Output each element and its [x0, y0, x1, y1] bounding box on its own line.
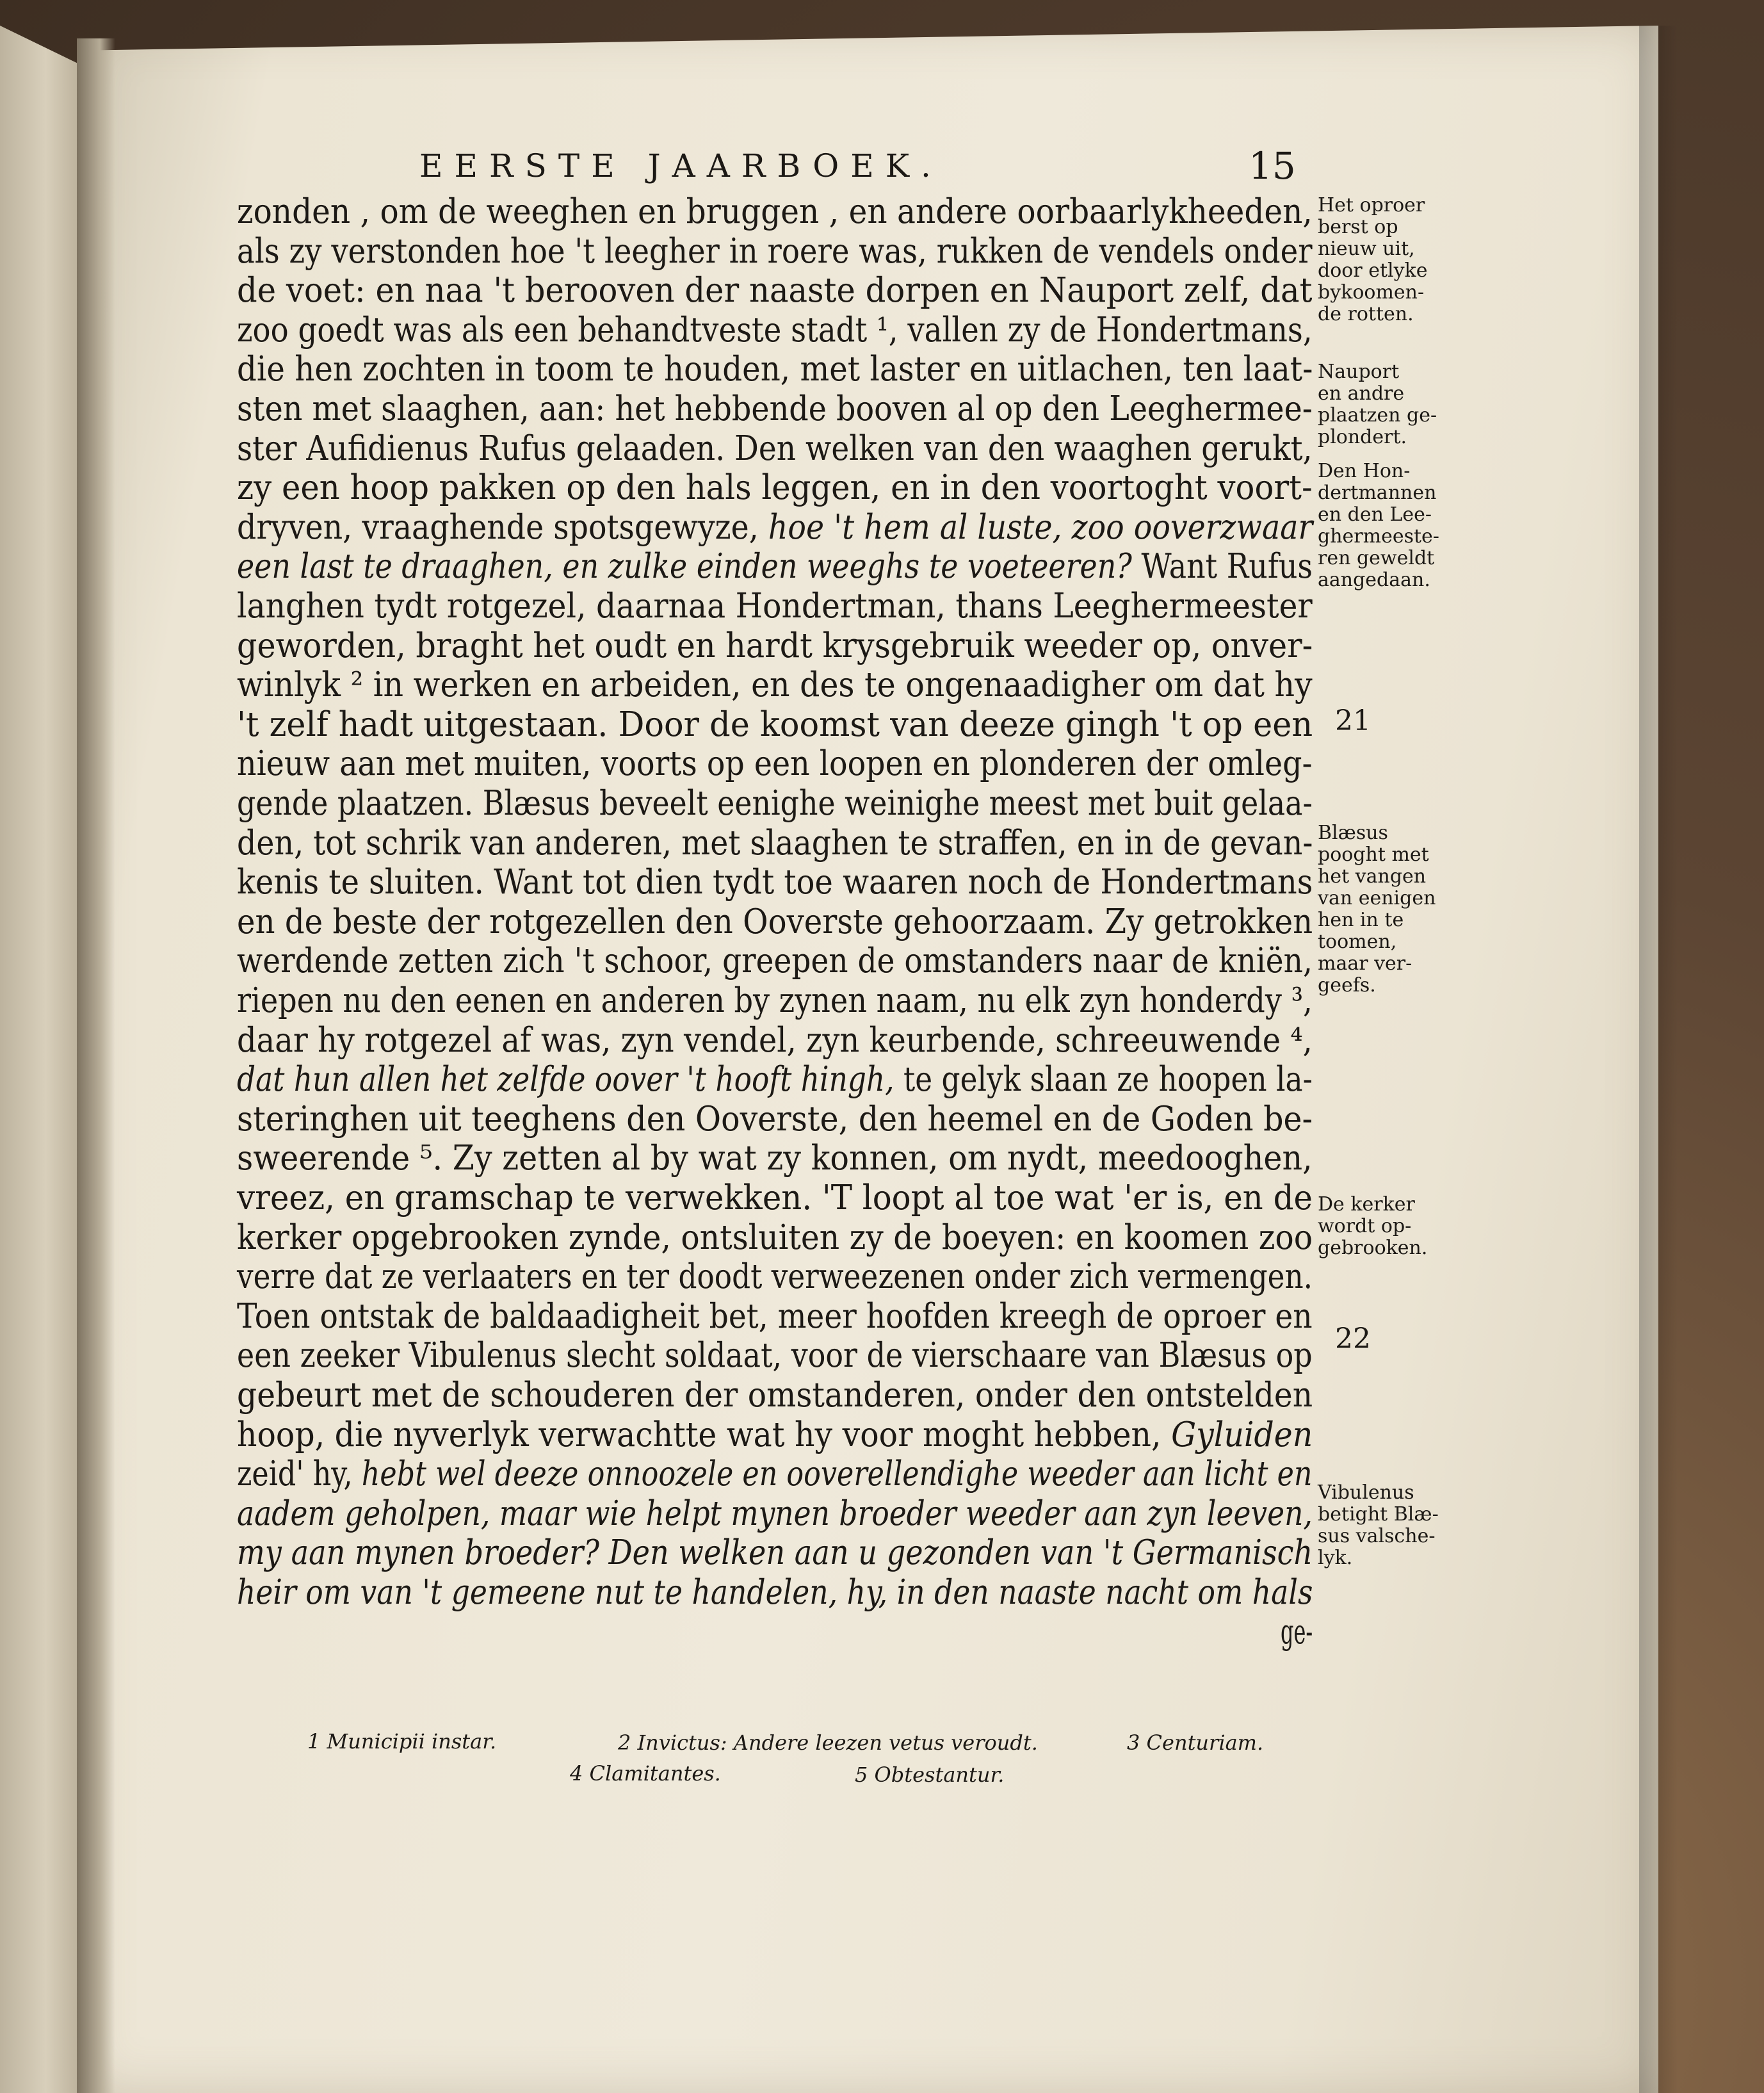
page-number: 15 [1249, 144, 1296, 188]
margin-note-line: wordt op- [1318, 1215, 1412, 1237]
body-text-roman: de voet: en naa 't berooven der naaste dorpen en Nauport zelf, dat [237, 271, 1313, 311]
body-text-line [237, 587, 1313, 626]
body-text-line [237, 705, 1313, 744]
body-text-line [237, 1100, 1313, 1139]
body-text-roman: kerker opgebrooken zynde, ontsluiten zy de boeyen: en koomen zoo [237, 1218, 1313, 1257]
margin-note-line: ren geweldt [1318, 547, 1435, 569]
body-text-line [237, 389, 1313, 428]
body-text-line [237, 784, 1313, 823]
body-text-italic: heir om van 't gemeene nut te handelen, hy, in den naaste nacht om hals [237, 1573, 1313, 1612]
body-text-line [237, 626, 1313, 665]
margin-note-line: De kerker [1318, 1193, 1415, 1216]
body-text-roman: steringhen uit teeghens den Ooverste, den heemel en de Goden be- [237, 1099, 1313, 1139]
margin-note-line: lyk. [1318, 1547, 1353, 1569]
body-text-line [237, 350, 1313, 389]
margin-section-number: 21 [1335, 704, 1371, 737]
body-text-line [237, 1021, 1313, 1060]
body-text-roman: en de beste der rotgezellen den Ooverste gehoorzaam. Zy getrokken [237, 902, 1313, 941]
margin-note-line: toomen, [1318, 931, 1397, 953]
body-text-roman: sten met slaaghen, aan: het hebbende booven al op den Leeghermee- [237, 389, 1313, 428]
body-text-roman: een zeeker Vibulenus slecht soldaat, voor de vierschaare van Blæsus op [237, 1336, 1313, 1376]
margin-note-line: en den Lee- [1318, 503, 1432, 526]
body-text-italic: hoe 't hem al luste, zoo ooverzwaar [768, 507, 1313, 547]
body-text-line [237, 547, 1313, 586]
margin-note-line: plondert. [1318, 426, 1407, 448]
body-text-line [237, 1336, 1313, 1375]
body-text-line [237, 1060, 1313, 1099]
body-text-line [237, 508, 1313, 547]
footnote: 2 Invictus: Andere leezen vetus veroudt. [618, 1731, 1038, 1755]
body-text-line [237, 1178, 1313, 1218]
body-text-italic: hebt wel deeze onnoozele en ooverellendighe weeder aan licht en [361, 1454, 1313, 1494]
left-page-edge [0, 26, 85, 2093]
footnote: 3 Centuriam. [1127, 1731, 1264, 1755]
margin-note-line: Vibulenus [1318, 1481, 1414, 1504]
body-text-line [237, 468, 1313, 507]
body-text-roman: verre dat ze verlaaters en ter doodt verweezenen onder zich vermengen. [237, 1257, 1313, 1297]
footnote: 4 Clamitantes. [570, 1761, 721, 1786]
body-text-line [237, 902, 1313, 941]
body-text-line [237, 981, 1313, 1020]
body-text-italic: Gyluiden [1171, 1415, 1313, 1454]
body-text-line [237, 1533, 1313, 1572]
body-text-line [237, 1454, 1313, 1494]
body-text-line [237, 1297, 1313, 1336]
margin-note-line: sus valsche- [1318, 1525, 1436, 1547]
body-text-line [237, 1218, 1313, 1257]
body-text-roman: werdende zetten zich 't schoor, greepen de omstanders naar de kniën, [237, 941, 1313, 981]
footnote: 5 Obtestantur. [855, 1763, 1005, 1787]
margin-note-line: dertmannen [1318, 482, 1437, 504]
body-text-roman: gende plaatzen. Blæsus beveelt eenighe weinighe meest met buit gelaa- [237, 784, 1313, 823]
margin-note-line: het vangen [1318, 865, 1427, 888]
margin-note-line: pooght met [1318, 843, 1429, 866]
body-text-italic: een last te draaghen, en zulke einden weeghs te voeteeren? [237, 547, 1132, 587]
margin-note-line: door etlyke [1318, 259, 1428, 282]
margin-note-line: Blæsus [1318, 822, 1388, 844]
body-text-line [237, 1376, 1313, 1415]
margin-note-line: nieuw uit, [1318, 238, 1415, 260]
body-text-roman: als zy verstonden hoe 't leegher in roere was, rukken de vendels onder [237, 231, 1313, 271]
body-text-roman: kenis te sluiten. Want tot dien tydt toe waaren noch de Hondertmans [237, 863, 1313, 902]
body-text-line [237, 1257, 1313, 1296]
body-text-line [237, 941, 1313, 981]
body-text-line [237, 863, 1313, 902]
body-text-roman: zoo goedt was als een behandtveste stadt ¹, vallen zy de Hondertmans, [237, 310, 1313, 350]
running-head: EERSTE JAARBOEK. [419, 147, 943, 184]
body-text-roman: Want Rufus [1131, 547, 1313, 587]
margin-note-line: de rotten. [1318, 303, 1414, 325]
body-text-line [237, 1573, 1313, 1612]
body-text-line [237, 429, 1313, 468]
margin-section-number: 22 [1335, 1323, 1371, 1355]
body-text-roman: daar hy rotgezel af was, zyn vendel, zyn keurbende, schreeuwende ⁴, [237, 1020, 1313, 1060]
margin-note-line: plaatzen ge- [1318, 404, 1437, 427]
body-text-roman: Toen ontstak de baldaadigheit bet, meer hoofden kreegh de oproer en [237, 1296, 1313, 1336]
body-text-line [237, 232, 1313, 271]
margin-note-line: geefs. [1318, 974, 1376, 997]
body-text-roman: langhen tydt rotgezel, daarnaa Hondertman, thans Leeghermeester [237, 587, 1313, 626]
body-text-line [237, 311, 1313, 350]
body-text-roman: ge- [1281, 1612, 1313, 1652]
margin-note-line: bykoomen- [1318, 281, 1425, 304]
margin-note-line: betight Blæ- [1318, 1503, 1439, 1526]
body-text-roman: sweerende ⁵. Zy zetten al by wat zy konnen, om nydt, meedooghen, [237, 1139, 1313, 1178]
body-text-line [237, 192, 1313, 231]
body-text-roman: vreez, en gramschap te verwekken. 'T loopt al toe wat 'er is, en de [237, 1178, 1313, 1218]
margin-note-line: berst op [1318, 216, 1398, 238]
body-text-roman: ster Aufidienus Rufus gelaaden. Den welken van den waaghen gerukt, [237, 428, 1313, 468]
body-text-line [237, 824, 1313, 863]
page-edge-shadow [1639, 26, 1678, 2093]
body-text-roman: hoop, die nyverlyk verwachtte wat hy voor moght hebben, [237, 1415, 1172, 1454]
body-text-roman: zy een hoop pakken op den hals leggen, en in den voortoght voort- [237, 468, 1313, 508]
margin-note-line: van eenigen [1318, 887, 1436, 909]
margin-note-line: aangedaan. [1318, 569, 1430, 591]
body-text-line [237, 271, 1313, 310]
body-text-line [237, 744, 1313, 783]
body-text-roman: riepen nu den eenen en anderen by zynen naam, nu elk zyn honderdy ³, [237, 981, 1313, 1020]
body-text-line [237, 1415, 1313, 1454]
body-text-roman: nieuw aan met muiten, voorts op een loopen en plonderen der omleg- [237, 744, 1313, 784]
body-text-roman: den, tot schrik van anderen, met slaaghen te straffen, en in de gevan- [237, 823, 1313, 863]
body-text-line [1281, 1613, 1313, 1652]
margin-note-line: Den Hon- [1318, 460, 1411, 482]
book-gutter-shadow [77, 38, 115, 2093]
body-text-italic: my aan mynen broeder? Den welken aan u gezonden van 't Germanisch [237, 1533, 1313, 1573]
body-text-line [237, 1494, 1313, 1533]
body-text-roman: 't zelf hadt uitgestaan. Door de koomst van deeze gingh 't op een [237, 704, 1313, 744]
margin-note-line: gebrooken. [1318, 1237, 1428, 1259]
body-text-roman: te gelyk slaan ze hoopen la- [894, 1060, 1313, 1100]
margin-note-line: maar ver- [1318, 952, 1412, 975]
margin-note-line: ghermeeste- [1318, 525, 1439, 548]
body-text-italic: aadem geholpen, maar wie helpt mynen broeder weeder aan zyn leeven, [237, 1494, 1313, 1533]
body-text-roman: winlyk ² in werken en arbeiden, en des te ongenaadigher om dat hy [237, 665, 1313, 705]
body-text-line [237, 665, 1313, 704]
body-text-roman: zeid' hy, [237, 1454, 362, 1494]
margin-note-line: Het oproer [1318, 194, 1425, 216]
body-text-roman: gebeurt met de schouderen der omstanderen, onder den ontstelden [237, 1376, 1313, 1415]
body-text-italic: dat hun allen het zelfde oover 't hooft hingh, [237, 1060, 894, 1100]
margin-note-line: Nauport [1318, 361, 1400, 383]
body-text-roman: dryven, vraaghende spotsgewyze, [237, 507, 768, 547]
body-text-roman: die hen zochten in toom te houden, met laster en uitlachen, ten laat- [237, 350, 1313, 389]
body-text-roman: geworden, braght het oudt en hardt krysgebruik weeder op, onver- [237, 626, 1313, 665]
body-text-line [237, 1139, 1313, 1178]
body-text-roman: zonden , om de weeghen en bruggen , en andere oorbaarlykheeden, [237, 192, 1313, 231]
footnote: 1 Municipii instar. [307, 1729, 497, 1754]
margin-note-line: en andre [1318, 382, 1405, 405]
margin-note-line: hen in te [1318, 909, 1404, 931]
